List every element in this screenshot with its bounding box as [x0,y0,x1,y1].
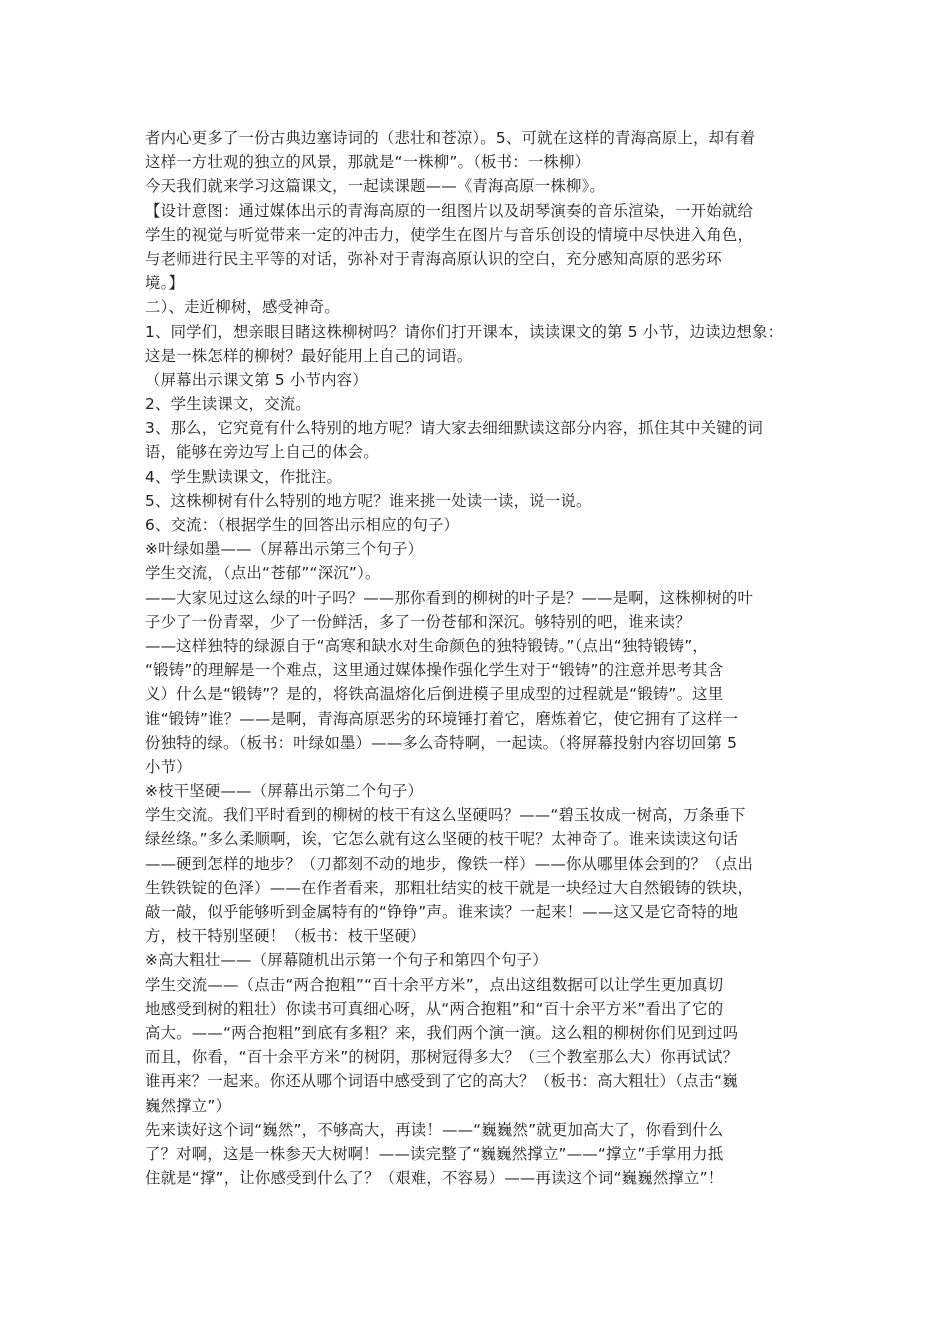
text-line: 生铁铁锭的色泽）——在作者看来，那粗壮结实的枝干就是一块经过大自然锻铸的铁块， [145,878,754,897]
text-line: 学生的视觉与听觉带来一定的冲击力，使学生在图片与音乐创设的情境中尽快进入角色， [145,225,754,244]
text-line: 而且，你看，“百十余平方米”的树阴，那树冠得多大？（三个教室那么大）你再试试？ [145,1048,739,1067]
text-line: 学生交流，（点出“苍郁”“深沉”）。 [145,564,381,583]
text-line: 学生交流。我们平时看到的柳树的枝干有这么坚硬吗？——“碧玉妆成一树高，万条垂下 [145,806,746,825]
text-line: （屏幕出示课文第 5 小节内容） [145,370,368,389]
text-line: 敲一敲，似乎能够听到金属特有的“铮铮”声。谁来读？一起来！——这又是它奇特的地 [145,903,739,921]
text-line: 份独特的绿。（板书：叶绿如墨）——多么奇特啊，一起读。（将屏幕投射内容切回第 5 [145,733,738,752]
text-line: ——这样独特的绿源自于“高寒和缺水对生命颜色的独特锻铸。”（点出“独特锻铸”， [145,636,708,655]
text-line: 4、学生默读课文，作批注。 [145,467,343,486]
text-line: 绿丝绦。”多么柔顺啊，诶，它怎么就有这么坚硬的枝干呢？太神奇了。谁来读读这句话 [145,830,738,849]
text-line: 今天我们就来学习这篇课文，一起读课题——《青海高原一株柳》。 [145,177,606,196]
text-line: 5、这株柳树有什么特别的地方呢？谁来挑一处读一读，说一说。 [145,491,592,510]
text-line: 3、那么，它究竟有什么特别的地方呢？请大家去细细默读这部分内容，抓住其中关键的词 [145,419,764,438]
text-line: 1、同学们，想亲眼目睹这株柳树吗？请你们打开课本，读读课文的第 5 小节，边读边想象： [145,322,784,341]
text-line: 巍然撑立”） [145,1096,232,1115]
text-line: 2、学生读课文，交流。 [145,395,311,414]
text-line: 地感受到树的粗壮）你读书可真细心呀，从“两合抱粗”和“百十余平方米”看出了它的 [145,999,724,1018]
text-line: 高大。——“两合抱粗”到底有多粗？来，我们两个演一演。这么粗的柳树你们见到过吗 [145,1023,739,1042]
text-line: 【设计意图：通过媒体出示的青海高原的一组图片以及胡琴演奏的音乐渲染，一开始就给 [145,201,754,220]
text-line: 境。】 [145,274,185,293]
text-line: ※高大粗壮——（屏幕随机出示第一个句子和第四个句子） [145,951,548,970]
text-line: 这样一方壮观的独立的风景，那就是“一株柳”。（板书：一株柳） [145,153,591,172]
text-line: 了？对啊，这是一株参天大树啊！——读完整了“巍巍然撑立”——“撑立”手掌用力抵 [145,1144,724,1163]
document-body [145,126,817,1190]
text-line: 先来读好这个词“巍然”，不够高大，再读！——“巍巍然”就更加高大了，你看到什么 [145,1120,724,1139]
text-line: 6、交流：（根据学生的回答出示相应的句子） [145,516,460,534]
text-line: 这是一株怎样的柳树？最好能用上自己的词语。 [145,346,473,365]
text-line: 住就是“撑”，让你感受到什么了？（艰难，不容易）——再读这个词“巍巍然撑立”！ [145,1169,724,1188]
text-line: 子少了一份青翠，少了一份鲜活，多了一份苍郁和深沉。够特别的吧，谁来读？ [145,612,691,631]
text-line: 小节） [145,757,192,776]
text-line: 与老师进行民主平等的对话，弥补对于青海高原认识的空白，充分感知高原的恶劣环 [145,249,722,268]
text-line: 语，能够在旁边写上自己的体会。 [145,443,379,462]
text-line: ——硬到怎样的地步？（刀都刻不动的地步，像铁一样）——你从哪里体会到的？（点出 [145,854,754,873]
text-line: ※叶绿如墨——（屏幕出示第三个句子） [145,540,424,559]
text-line: 谁再来？一起来。你还从哪个词语中感受到了它的高大？（板书：高大粗壮）（点击“巍 [145,1072,738,1091]
text-line: ※枝干坚硬——（屏幕出示第二个句子） [145,782,424,801]
text-line: 二）、走近柳树，感受神奇。 [145,298,340,317]
text-line: 方，枝干特别坚硬！（板书：枝干坚硬） [145,927,426,946]
text-line: 义）什么是“锻铸”？是的，将铁高温熔化后倒进模子里成型的过程就是“锻铸”。这里 [145,685,724,704]
text-line: 者内心更多了一份古典边塞诗词的（悲壮和苍凉）。5、可就在这样的青海高原上，却有着 [145,129,756,147]
text-line: “锻铸”的理解是一个难点，这里通过媒体操作强化学生对于“锻铸”的注意并思考其含 [145,661,724,680]
text-line: 学生交流——（点击“两合抱粗”“百十余平方米”，点出这组数据可以让学生更加真切 [145,975,724,994]
text-line: 谁“锻铸”谁？——是啊，青海高原恶劣的环境锤打着它，磨炼着它，使它拥有了这样一 [145,709,739,728]
text-line: ——大家见过这么绿的叶子吗？——那你看到的柳树的叶子是？——是啊，这株柳树的叶 [145,588,754,607]
